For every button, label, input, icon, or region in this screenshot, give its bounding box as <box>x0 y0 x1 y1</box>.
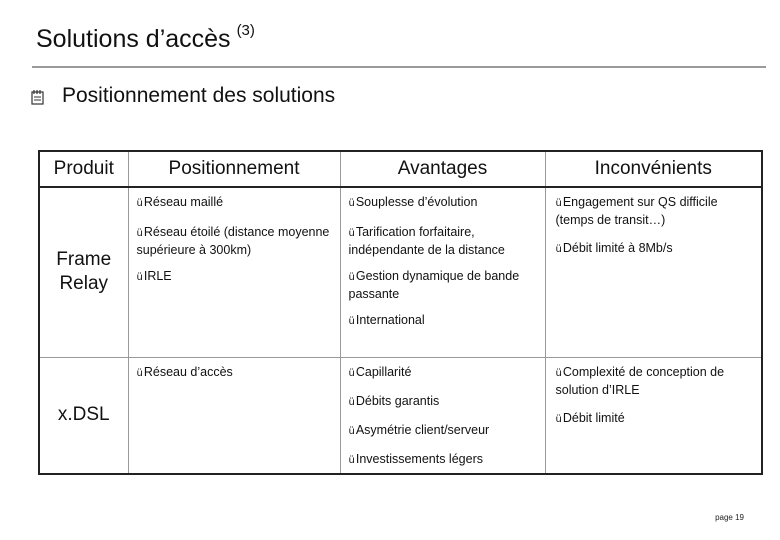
check-icon: ü <box>348 425 355 437</box>
header-positionnement: Positionnement <box>128 151 340 187</box>
list-item: üInternational <box>348 313 425 327</box>
list-item: üDébit limité <box>555 410 625 425</box>
check-icon: ü <box>348 198 355 209</box>
inconvenients-cell <box>545 187 762 357</box>
check-icon: ü <box>555 367 562 379</box>
check-icon: ü <box>136 367 143 379</box>
list-item: üRéseau maillé <box>136 195 224 209</box>
page-number: page 19 <box>715 513 744 522</box>
check-icon: ü <box>136 198 143 209</box>
avantages-cell <box>340 187 545 357</box>
table-row <box>39 357 762 474</box>
header-produit: Produit <box>39 151 128 187</box>
inconvenients-cell <box>545 357 762 474</box>
list-item: üDébit limité à 8Mb/s <box>555 241 673 255</box>
header-avantages: Avantages <box>340 151 545 187</box>
check-icon: ü <box>348 396 355 408</box>
list-item: üTarification forfaitaire, indépendante de la distance <box>348 225 505 257</box>
list-item: üRéseau d’accès <box>136 364 233 379</box>
product-name: x.DSL <box>57 404 110 425</box>
positionnement-cell <box>128 357 340 474</box>
product-name: Frame Relay <box>56 249 112 295</box>
list-item: üAsymétrie client/serveur <box>348 422 490 437</box>
check-icon: ü <box>348 454 355 466</box>
list-item: üInvestissements légers <box>348 451 483 466</box>
avantages-cell <box>340 357 545 474</box>
check-icon: ü <box>136 228 143 239</box>
check-icon: ü <box>555 413 562 425</box>
slide-title: Solutions d’accès $^{(3)}$ <box>36 22 255 53</box>
section-subtitle: Positionnement des solutions <box>62 84 336 107</box>
list-item: üGestion dynamique de bande passante <box>348 269 520 301</box>
list-item: üComplexité de conception de solution d’IRLE <box>555 364 725 397</box>
list-item: üRéseau étoilé (distance moyenne supérieure à 300km) <box>136 225 330 257</box>
positioning-table <box>38 150 763 475</box>
check-icon: ü <box>555 198 562 209</box>
list-item: üDébits garantis <box>348 393 440 408</box>
table-header-row <box>39 151 762 187</box>
product-cell <box>39 357 128 474</box>
positionnement-cell <box>128 187 340 357</box>
title-superscript: (3) <box>236 22 255 39</box>
check-icon: ü <box>348 272 355 283</box>
check-icon: ü <box>136 272 143 283</box>
check-icon: ü <box>555 244 562 255</box>
check-icon: ü <box>348 316 355 327</box>
notepad-bullet-icon <box>30 89 46 105</box>
list-item: üEngagement sur QS difficile (temps de transit…) <box>555 195 718 227</box>
list-item: üIRLE <box>136 269 172 283</box>
check-icon: ü <box>348 367 355 379</box>
list-item: üSouplesse d’évolution <box>348 195 478 209</box>
table-row <box>39 187 762 357</box>
list-item: üCapillarité <box>348 364 412 379</box>
title-divider <box>32 66 766 68</box>
check-icon: ü <box>348 228 355 239</box>
product-cell <box>39 187 128 357</box>
header-inconvenients: Inconvénients <box>545 151 762 187</box>
